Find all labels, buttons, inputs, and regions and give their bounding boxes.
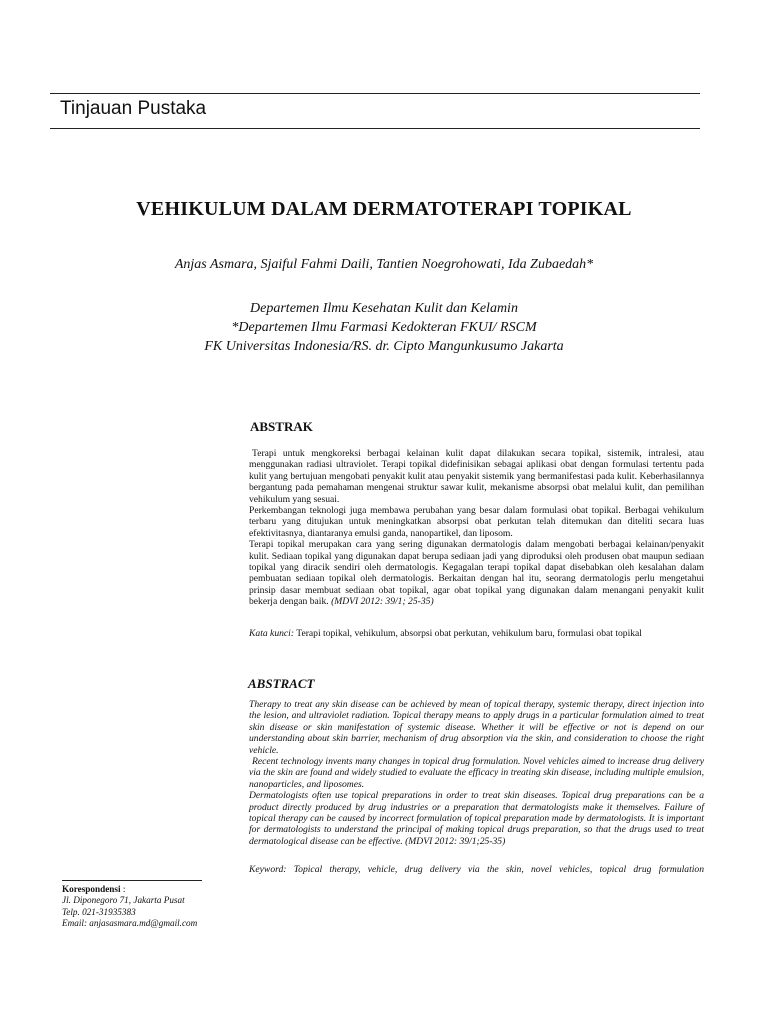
abstract-keywords [249, 864, 704, 876]
abstrak-paragraph: Perkembangan teknologi juga membawa perubahan yang besar dalam formulasi obat topikal. Berbagai vehikulum terbaru yang ditujukan untuk meningkatkan absorpsi obat perkutan telah ditemukan dan diteliti secara luas efektivitasnya, diantaranya emulsi ganda, nanopartikel, dan liposom. [249, 505, 704, 539]
article-title: VEHIKULUM DALAM DERMATOTERAPI TOPIKAL [136, 198, 632, 220]
correspondence-rule [62, 880, 202, 881]
correspondence-phone: Telp. 021-31935383 [62, 906, 136, 917]
abstract-keywords-label: Keyword: [249, 864, 287, 875]
correspondence-email: Email: anjasasmara.md@gmail.com [62, 918, 198, 929]
correspondence-label: Korespondensi [62, 884, 121, 894]
abstrak-paragraph: Terapi untuk mengkoreksi berbagai kelainan kulit dapat dilakukan secara topikal, sistemik, intralesi, atau menggunakan radiasi ultraviolet. Terapi topikal didefinisikan sebagai aplikasi obat dengan formulasi tertentu pada kulit yang bertujuan mengobati penyakit kulit atau penyakit sistemik yang bermanifestasi pada kulit. Keberhasilannya bergantung pada pemahaman mengenai struktur sawar kulit, mekanisme absorpsi obat melalui kulit, dan pemilihan vehikulum yang sesuai. [249, 448, 704, 505]
section-label: Tinjauan Pustaka [60, 98, 207, 119]
abstract-paragraph: Therapy to treat any skin disease can be achieved by mean of topical therapy, systemic therapy, direct injection into the lesion, and ultraviolet radiation. Topical therapy means to apply drugs in a particular formulation aimed to treat skin disease or skin manifestation of systemic disease. Whether it will be effective or not is depend on our understanding about skin barrier, mechanism of drug absorption via the skin, and consideration to choose the right vehicle. [249, 699, 704, 756]
abstrak-heading: ABSTRAK [250, 419, 313, 434]
affiliations [0, 299, 768, 356]
correspondence [62, 884, 312, 930]
affiliation-line: *Departemen Ilmu Farmasi Kedokteran FKUI/ RSCM [231, 320, 537, 335]
abstract-keywords-text: Topical therapy, vehicle, drug delivery via the skin, novel vehicles, topical drug formulation [293, 864, 705, 875]
abstract-body [249, 699, 704, 847]
abstrak-paragraph [249, 539, 704, 607]
article-authors: Anjas Asmara, Sjaiful Fahmi Daili, Tantien Noegrohowati, Ida Zubaedah* [174, 257, 594, 272]
affiliation-line: Departemen Ilmu Kesehatan Kulit dan Kelamin [250, 301, 518, 316]
abstrak-body [249, 448, 704, 608]
abstrak-keywords [249, 628, 709, 640]
header-rule-top [50, 93, 700, 94]
header-rule-bottom [50, 128, 700, 129]
correspondence-colon: : [122, 884, 126, 894]
abstrak-keywords-label: Kata kunci: [249, 628, 295, 639]
affiliation-line: FK Universitas Indonesia/RS. dr. Cipto Mangunkusumo Jakarta [204, 339, 564, 354]
correspondence-heading [62, 884, 312, 895]
abstrak-citation: (MDVI 2012: 39/1; 25-35) [331, 596, 434, 608]
abstrak-keywords-text: Terapi topikal, vehikulum, absorpsi obat perkutan, vehikulum baru, formulasi obat topikal [296, 628, 642, 639]
abstrak-paragraph-text: Terapi topikal merupakan cara yang sering digunakan dermatologis dalam mengobati berbagai kelainan/penyakit kulit. Sediaan topikal yang digunakan dapat berupa sediaan jadi yang diproduksi oleh produsen obat maupun sediaan topikal yang diracik sendiri oleh dermatologis. Kegagalan terapi topikal dapat disebabkan oleh kesalahan dalam pembuatan sediaan topikal oleh dermatologis. Berkaitan dengan hal itu, seorang dermatologis perlu mengetahui prinsip dasar membuat sediaan obat topikal, agar obat topikal yang digunakan dalam menangani penyakit kulit bekerja dengan baik. [249, 539, 704, 608]
correspondence-address: Jl. Diponegoro 71, Jakarta Pusat [62, 895, 185, 906]
abstract-paragraph: Recent technology invents many changes in topical drug formulation. Novel vehicles aimed to increase drug delivery via the skin are found and widely studied to evaluate the efficacy in treating skin disease, including multiple emulsion, nanoparticles, and liposomes. [249, 756, 704, 790]
abstract-heading: ABSTRACT [248, 676, 315, 691]
abstract-paragraph: Dermatologists often use topical preparations in order to treat skin diseases. Topical drug preparations can be a product directly produced by drug industries or a preparation that dermatologists make it themselves. Failure of topical therapy can be caused by incorrect formulation of topical preparation made by dermatologists. It is important for dermatologists to understand the principal of making topical drugs preparation, so that the drugs used to treat dermatological disease can be effective. (MDVI 2012: 39/1;25-35) [249, 790, 704, 847]
